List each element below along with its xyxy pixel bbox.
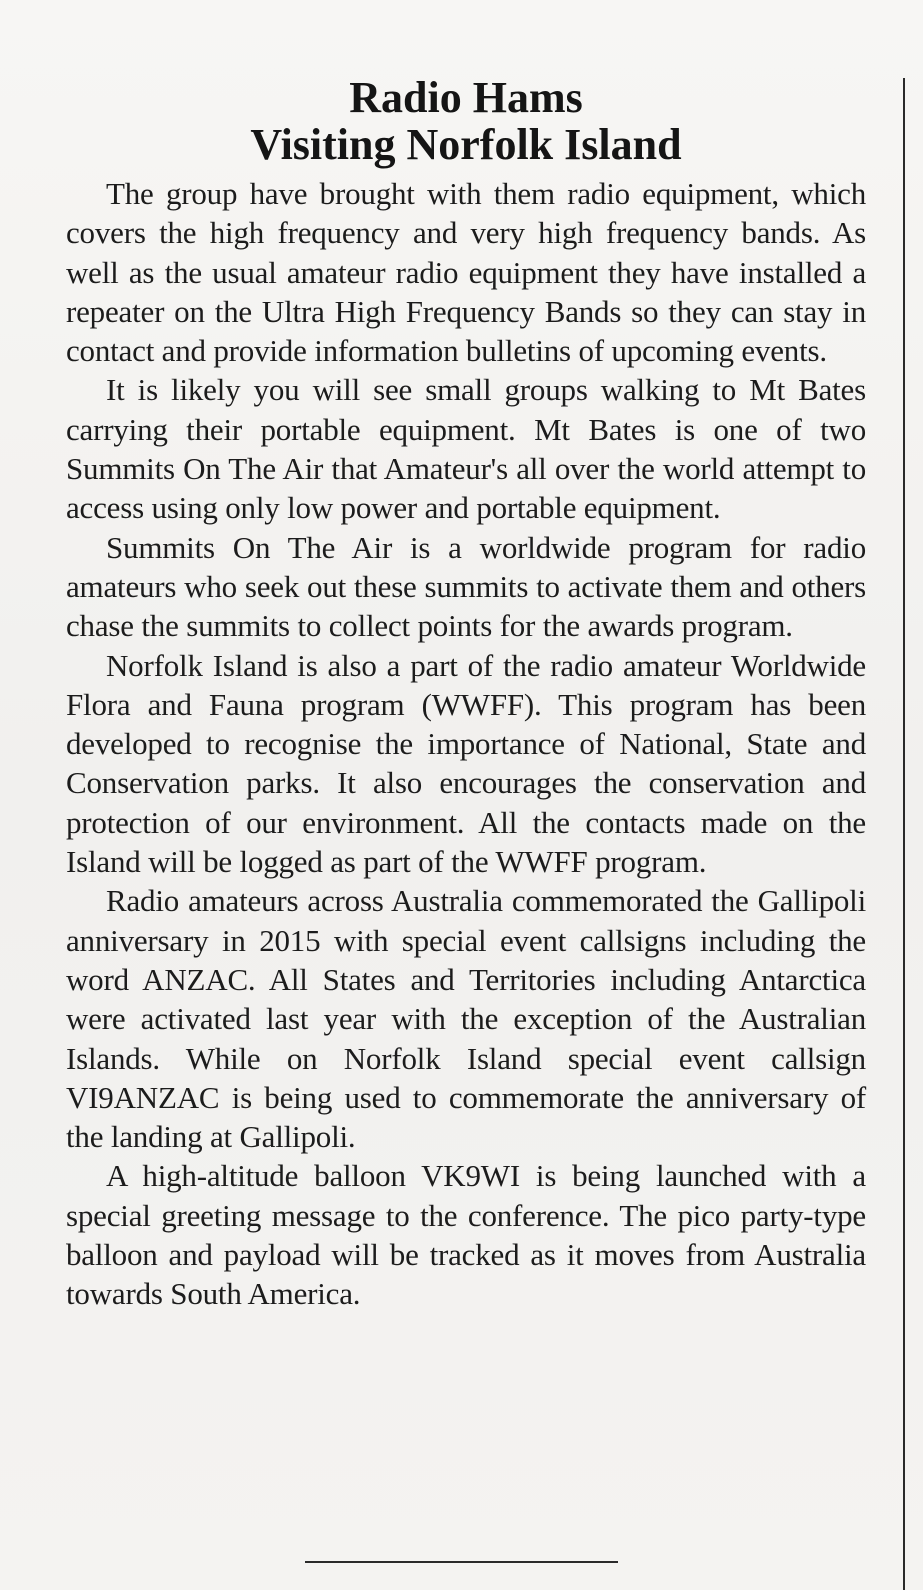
article bbox=[66, 74, 866, 1314]
paragraph-4: Norfolk Island is also a part of the radio amateur Worldwide Flora and Fauna program (WWFF). This program has been developed to recognise the importance of National, State and Conservation parks. It also encourages the conservation and protection of our environment. All the contacts made on the Island will be logged as part of the WWFF program. bbox=[66, 647, 866, 880]
paragraph-1: The group have brought with them radio equipment, which covers the high frequency and very high frequency bands. As well as the usual amateur radio equipment they have installed a repeater on the Ultra High Frequency Bands so they can stay in contact and provide information bulletins of upcoming events. bbox=[66, 176, 866, 369]
paragraph-2: It is likely you will see small groups walking to Mt Bates carrying their portable equipment. Mt Bates is one of two Summits On The Air that Amateur's all over the world attempt to access using only low power and portable equipment. bbox=[66, 372, 866, 526]
paragraph-6: A high-altitude balloon VK9WI is being launched with a special greeting message to the conference. The pico party-type balloon and payload will be tracked as it moves from Australia towards South America. bbox=[66, 1158, 866, 1312]
article-end-rule bbox=[305, 1561, 618, 1563]
column-divider bbox=[903, 78, 905, 1590]
headline-line-1: Radio Hams bbox=[349, 73, 583, 122]
headline-line-2: Visiting Norfolk Island bbox=[250, 120, 682, 169]
headline bbox=[66, 74, 866, 168]
article-body bbox=[66, 174, 866, 1314]
paragraph-3: Summits On The Air is a worldwide program for radio amateurs who seek out these summits to activate them and others chase the summits to collect points for the awards program. bbox=[66, 529, 866, 644]
paragraph-5: Radio amateurs across Australia commemorated the Gallipoli anniversary in 2015 with special event callsigns including the word ANZAC. All States and Territories including Antarctica were activated last year with the exception of the Australian Islands. While on Norfolk Island special event callsign VI9ANZAC is being used to commemorate the anniversary of the landing at Gallipoli. bbox=[66, 883, 866, 1155]
